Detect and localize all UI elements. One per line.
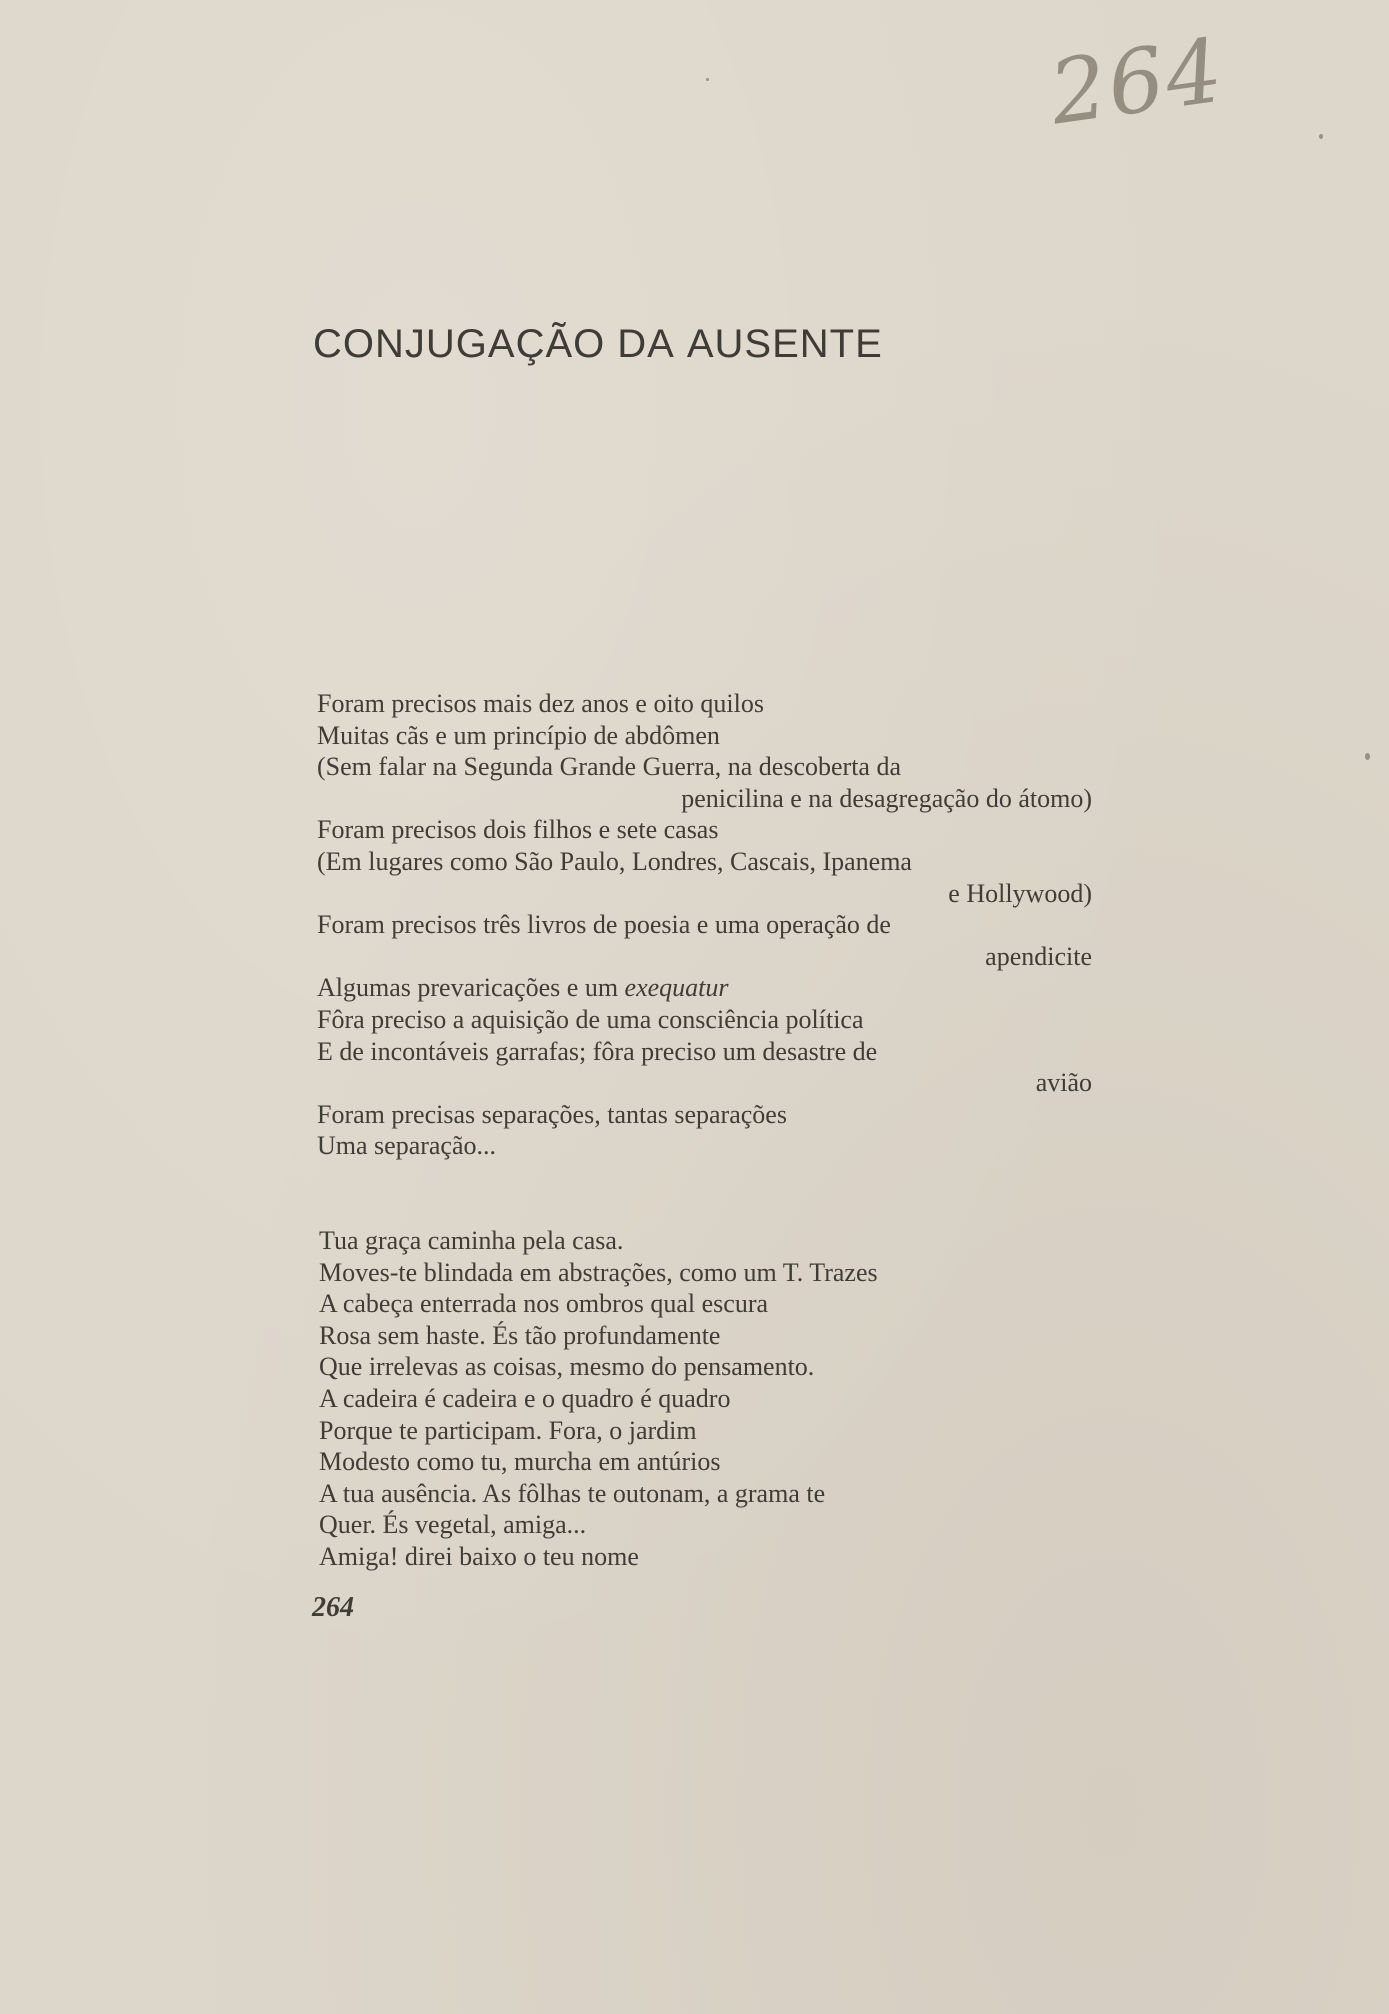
verse-line: (Sem falar na Segunda Grande Guerra, na descoberta da bbox=[317, 752, 902, 782]
verse-line: Moves-te blindada em abstrações, como um T. Trazes bbox=[319, 1257, 878, 1287]
verse-line: Porque te participam. Fora, o jardim bbox=[319, 1415, 697, 1445]
verse-line: Foram precisas separações, tantas separações bbox=[317, 1099, 787, 1129]
verse-line: (Em lugares como São Paulo, Londres, Cascais, Ipanema bbox=[317, 846, 912, 876]
verse-line: Foram precisos mais dez anos e oito quilos bbox=[317, 689, 764, 718]
verse-line: A cadeira é cadeira e o quadro é quadro bbox=[319, 1383, 731, 1413]
verse-line: Modesto como tu, murcha em antúrios bbox=[319, 1447, 721, 1477]
stanza-1 bbox=[317, 688, 1092, 1162]
handwritten-page-number: 264 bbox=[1043, 18, 1231, 145]
verse-line: Fôra preciso a aquisição de uma consciência política bbox=[317, 1004, 864, 1034]
verse-line: A tua ausência. As fôlhas te outonam, a grama te bbox=[319, 1478, 826, 1508]
paper-speck bbox=[1319, 134, 1323, 139]
verse-line: Muitas cãs e um princípio de abdômen bbox=[317, 720, 720, 750]
title-word-2: DA bbox=[617, 322, 675, 366]
stanza-2 bbox=[319, 1225, 1094, 1573]
verse-line: Quer. És vegetal, amiga... bbox=[319, 1510, 587, 1540]
italic-word: exequatur bbox=[624, 973, 729, 1003]
verse-line: Rosa sem haste. És tão profundamente bbox=[319, 1320, 721, 1350]
title-word-3: AUSENTE bbox=[686, 322, 883, 366]
verse-line: Foram precisos três livros de poesia e uma operação de bbox=[317, 910, 891, 940]
verse-line: Amiga! direi baixo o teu nome bbox=[319, 1541, 639, 1571]
verse-line: Uma separação... bbox=[317, 1131, 497, 1161]
verse-line: Tua graça caminha pela casa. bbox=[319, 1226, 624, 1255]
verse-line-continuation: avião bbox=[1035, 1068, 1092, 1098]
verse-line-continuation: e Hollywood) bbox=[948, 878, 1092, 908]
verse-line: A cabeça enterrada nos ombros qual escura bbox=[319, 1289, 769, 1319]
poem-title bbox=[313, 322, 883, 367]
verse-line-continuation: apendicite bbox=[985, 941, 1092, 971]
verse-text: Algumas prevaricações e um bbox=[317, 973, 625, 1003]
verse-line-continuation: penicilina e na desagregação do átomo) bbox=[681, 783, 1092, 813]
verse-line: Que irrelevas as coisas, mesmo do pensamento. bbox=[319, 1352, 815, 1382]
paper-speck bbox=[706, 78, 709, 81]
verse-line: Foram precisos dois filhos e sete casas bbox=[317, 815, 719, 845]
paper-speck bbox=[1365, 753, 1370, 760]
verse-line: E de incontáveis garrafas; fôra preciso um desastre de bbox=[317, 1036, 878, 1066]
verse-line bbox=[317, 972, 1092, 1004]
title-word-1: CONJUGAÇÃO bbox=[313, 322, 606, 366]
printed-page-number: 264 bbox=[312, 1592, 354, 1623]
